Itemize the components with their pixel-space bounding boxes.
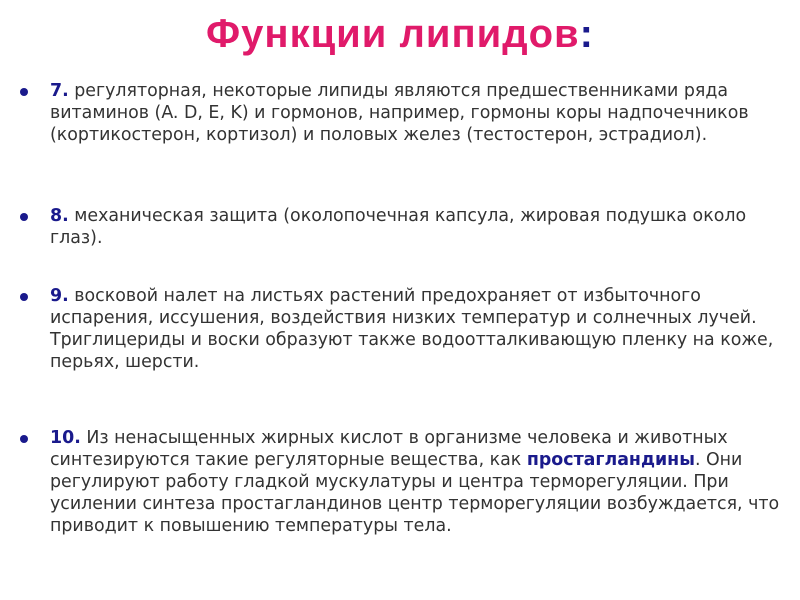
item-number: 7.: [50, 81, 69, 101]
item-body-after: . Они регулируют работу гладкой мускулатуры и центра терморегуляции. При усилении синтеза простагландинов центр терморегуляции возбуждается, что приводит к повышению температуры тела.: [50, 450, 780, 536]
list-item-text: [50, 285, 792, 373]
item-number: 9.: [50, 286, 69, 306]
bullet-icon: [20, 293, 28, 301]
item-body: регуляторная, некоторые липиды являются предшественниками ряда витаминов (A. D, E, K) и гормонов, например, гормоны коры надпочечников (кортикостерон, кортизол) и половых желез (тестостерон, эстрадиол).: [50, 81, 749, 145]
bullet-icon: [20, 88, 28, 96]
item-number: 10.: [50, 428, 81, 448]
slide-title: [0, 12, 800, 57]
list-item: [20, 205, 792, 249]
list-item: [20, 80, 792, 146]
list-item-text: [50, 427, 792, 537]
item-body: механическая защита (околопочечная капсула, жировая подушка около глаз).: [50, 206, 747, 248]
list-item: [20, 427, 792, 537]
item-body: восковой налет на листьях растений предохраняет от избыточного испарения, иссушения, воздействия низких температур и солнечных лучей. Триглицериды и воски образуют также водоотталкивающую пленку на коже, перьях, шерсти.: [50, 286, 774, 372]
item-term: простагландины: [526, 450, 695, 470]
slide-title-colon: :: [579, 12, 594, 56]
bullet-icon: [20, 435, 28, 443]
list-item-text: [50, 205, 792, 249]
slide-title-text: Функции липидов: [206, 12, 580, 56]
bullet-icon: [20, 213, 28, 221]
item-body-before: Из ненасыщенных жирных кислот в организме человека и животных синтезируются такие регуляторные вещества, как: [50, 428, 728, 470]
item-number: 8.: [50, 206, 69, 226]
list-item: [20, 285, 792, 373]
list-item-text: [50, 80, 792, 146]
